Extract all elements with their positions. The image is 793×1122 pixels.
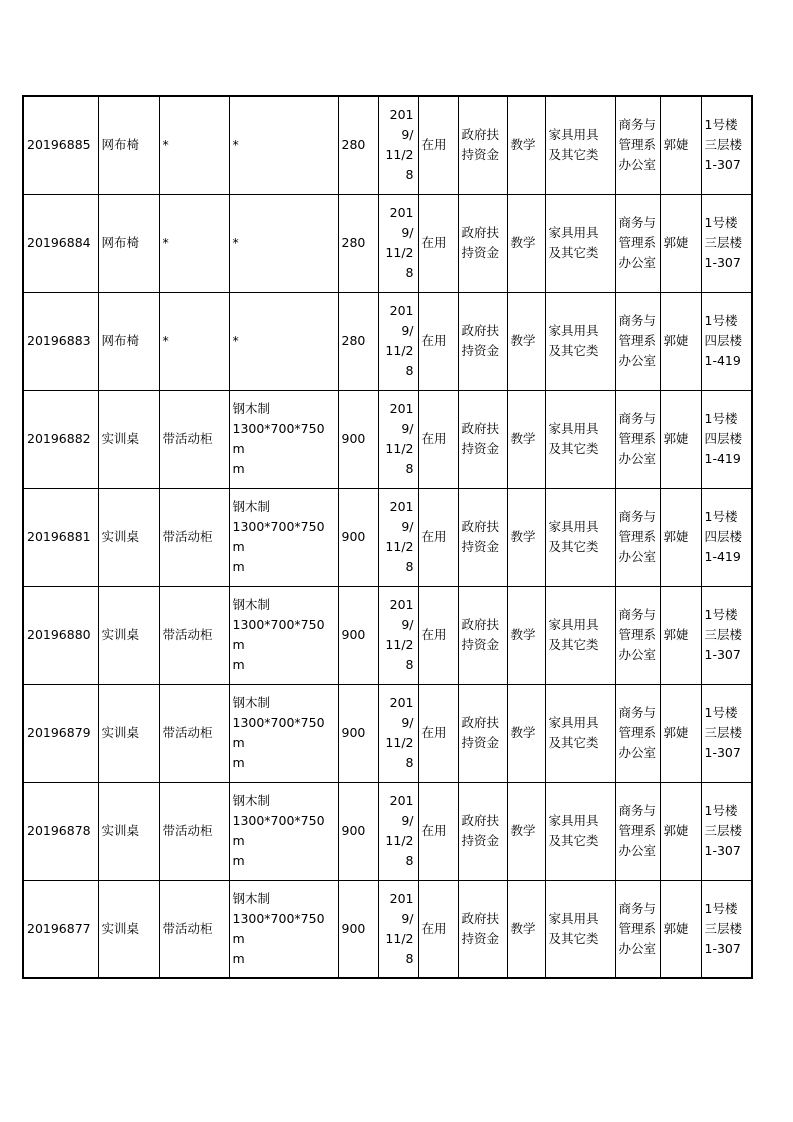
status-cell: 在用: [418, 684, 458, 782]
status-cell: 在用: [418, 782, 458, 880]
table-row: [23, 390, 752, 488]
table-row: [23, 684, 752, 782]
department-cell: 商务与 管理系 办公室: [615, 782, 660, 880]
usage-cell: 教学: [507, 194, 545, 292]
table-row: [23, 488, 752, 586]
location-cell: 1号楼 三层楼 1-307: [701, 586, 752, 684]
keeper-cell: 郭婕: [660, 292, 701, 390]
location-cell: 1号楼 三层楼 1-307: [701, 880, 752, 978]
acquisition-date-cell: 2019/ 11/28: [378, 488, 418, 586]
status-cell: 在用: [418, 586, 458, 684]
location-cell: 1号楼 四层楼 1-419: [701, 488, 752, 586]
keeper-cell: 郭婕: [660, 390, 701, 488]
location-cell: 1号楼 四层楼 1-419: [701, 292, 752, 390]
usage-cell: 教学: [507, 390, 545, 488]
keeper-cell: 郭婕: [660, 782, 701, 880]
asset-model-cell: 带活动柜: [159, 684, 229, 782]
category-cell: 家具用具 及其它类: [545, 390, 615, 488]
asset-model-cell: *: [159, 194, 229, 292]
asset-id-cell: 20196877: [23, 880, 98, 978]
asset-name-cell: 实训桌: [98, 390, 159, 488]
asset-id-cell: 20196882: [23, 390, 98, 488]
asset-model-cell: *: [159, 96, 229, 194]
asset-name-cell: 实训桌: [98, 880, 159, 978]
acquisition-date-cell: 2019/ 11/28: [378, 684, 418, 782]
asset-id-cell: 20196885: [23, 96, 98, 194]
acquisition-date-cell: 2019/ 11/28: [378, 292, 418, 390]
department-cell: 商务与 管理系 办公室: [615, 292, 660, 390]
asset-name-cell: 实训桌: [98, 782, 159, 880]
asset-spec-cell: 钢木制 1300*700*750m m: [229, 880, 338, 978]
asset-price-cell: 280: [338, 194, 378, 292]
asset-spec-cell: *: [229, 194, 338, 292]
table-row: [23, 782, 752, 880]
asset-price-cell: 900: [338, 488, 378, 586]
usage-cell: 教学: [507, 880, 545, 978]
funding-source-cell: 政府扶 持资金: [458, 194, 507, 292]
category-cell: 家具用具 及其它类: [545, 782, 615, 880]
asset-spec-cell: 钢木制 1300*700*750m m: [229, 390, 338, 488]
department-cell: 商务与 管理系 办公室: [615, 194, 660, 292]
department-cell: 商务与 管理系 办公室: [615, 684, 660, 782]
asset-spec-cell: 钢木制 1300*700*750m m: [229, 684, 338, 782]
asset-id-cell: 20196879: [23, 684, 98, 782]
table-row: [23, 292, 752, 390]
category-cell: 家具用具 及其它类: [545, 488, 615, 586]
asset-table-body: [23, 96, 752, 978]
asset-price-cell: 280: [338, 292, 378, 390]
keeper-cell: 郭婕: [660, 194, 701, 292]
asset-model-cell: 带活动柜: [159, 488, 229, 586]
asset-name-cell: 网布椅: [98, 194, 159, 292]
status-cell: 在用: [418, 880, 458, 978]
usage-cell: 教学: [507, 96, 545, 194]
acquisition-date-cell: 2019/ 11/28: [378, 586, 418, 684]
category-cell: 家具用具 及其它类: [545, 586, 615, 684]
acquisition-date-cell: 2019/ 11/28: [378, 880, 418, 978]
asset-spec-cell: 钢木制 1300*700*750m m: [229, 488, 338, 586]
asset-price-cell: 280: [338, 96, 378, 194]
funding-source-cell: 政府扶 持资金: [458, 880, 507, 978]
funding-source-cell: 政府扶 持资金: [458, 390, 507, 488]
asset-spec-cell: *: [229, 96, 338, 194]
asset-model-cell: *: [159, 292, 229, 390]
funding-source-cell: 政府扶 持资金: [458, 96, 507, 194]
acquisition-date-cell: 2019/ 11/28: [378, 96, 418, 194]
status-cell: 在用: [418, 488, 458, 586]
table-row: [23, 586, 752, 684]
funding-source-cell: 政府扶 持资金: [458, 586, 507, 684]
funding-source-cell: 政府扶 持资金: [458, 684, 507, 782]
asset-price-cell: 900: [338, 782, 378, 880]
status-cell: 在用: [418, 194, 458, 292]
department-cell: 商务与 管理系 办公室: [615, 488, 660, 586]
location-cell: 1号楼 四层楼 1-419: [701, 390, 752, 488]
keeper-cell: 郭婕: [660, 586, 701, 684]
category-cell: 家具用具 及其它类: [545, 684, 615, 782]
asset-name-cell: 实训桌: [98, 586, 159, 684]
asset-name-cell: 实训桌: [98, 684, 159, 782]
asset-id-cell: 20196884: [23, 194, 98, 292]
status-cell: 在用: [418, 96, 458, 194]
acquisition-date-cell: 2019/ 11/28: [378, 390, 418, 488]
asset-price-cell: 900: [338, 880, 378, 978]
usage-cell: 教学: [507, 684, 545, 782]
acquisition-date-cell: 2019/ 11/28: [378, 782, 418, 880]
asset-id-cell: 20196880: [23, 586, 98, 684]
asset-name-cell: 网布椅: [98, 292, 159, 390]
asset-id-cell: 20196878: [23, 782, 98, 880]
table-row: [23, 880, 752, 978]
asset-model-cell: 带活动柜: [159, 880, 229, 978]
category-cell: 家具用具 及其它类: [545, 96, 615, 194]
table-row: [23, 194, 752, 292]
asset-model-cell: 带活动柜: [159, 390, 229, 488]
category-cell: 家具用具 及其它类: [545, 880, 615, 978]
department-cell: 商务与 管理系 办公室: [615, 390, 660, 488]
acquisition-date-cell: 2019/ 11/28: [378, 194, 418, 292]
asset-name-cell: 网布椅: [98, 96, 159, 194]
usage-cell: 教学: [507, 586, 545, 684]
asset-price-cell: 900: [338, 684, 378, 782]
asset-model-cell: 带活动柜: [159, 586, 229, 684]
asset-price-cell: 900: [338, 586, 378, 684]
funding-source-cell: 政府扶 持资金: [458, 488, 507, 586]
location-cell: 1号楼 三层楼 1-307: [701, 684, 752, 782]
department-cell: 商务与 管理系 办公室: [615, 880, 660, 978]
category-cell: 家具用具 及其它类: [545, 292, 615, 390]
location-cell: 1号楼 三层楼 1-307: [701, 782, 752, 880]
asset-spec-cell: *: [229, 292, 338, 390]
location-cell: 1号楼 三层楼 1-307: [701, 194, 752, 292]
keeper-cell: 郭婕: [660, 880, 701, 978]
asset-id-cell: 20196881: [23, 488, 98, 586]
category-cell: 家具用具 及其它类: [545, 194, 615, 292]
asset-id-cell: 20196883: [23, 292, 98, 390]
asset-spec-cell: 钢木制 1300*700*750m m: [229, 782, 338, 880]
department-cell: 商务与 管理系 办公室: [615, 96, 660, 194]
asset-price-cell: 900: [338, 390, 378, 488]
asset-name-cell: 实训桌: [98, 488, 159, 586]
keeper-cell: 郭婕: [660, 684, 701, 782]
status-cell: 在用: [418, 292, 458, 390]
usage-cell: 教学: [507, 782, 545, 880]
status-cell: 在用: [418, 390, 458, 488]
funding-source-cell: 政府扶 持资金: [458, 292, 507, 390]
asset-spec-cell: 钢木制 1300*700*750m m: [229, 586, 338, 684]
keeper-cell: 郭婕: [660, 96, 701, 194]
location-cell: 1号楼 三层楼 1-307: [701, 96, 752, 194]
asset-model-cell: 带活动柜: [159, 782, 229, 880]
asset-table: [22, 95, 753, 979]
usage-cell: 教学: [507, 488, 545, 586]
usage-cell: 教学: [507, 292, 545, 390]
funding-source-cell: 政府扶 持资金: [458, 782, 507, 880]
table-row: [23, 96, 752, 194]
keeper-cell: 郭婕: [660, 488, 701, 586]
department-cell: 商务与 管理系 办公室: [615, 586, 660, 684]
